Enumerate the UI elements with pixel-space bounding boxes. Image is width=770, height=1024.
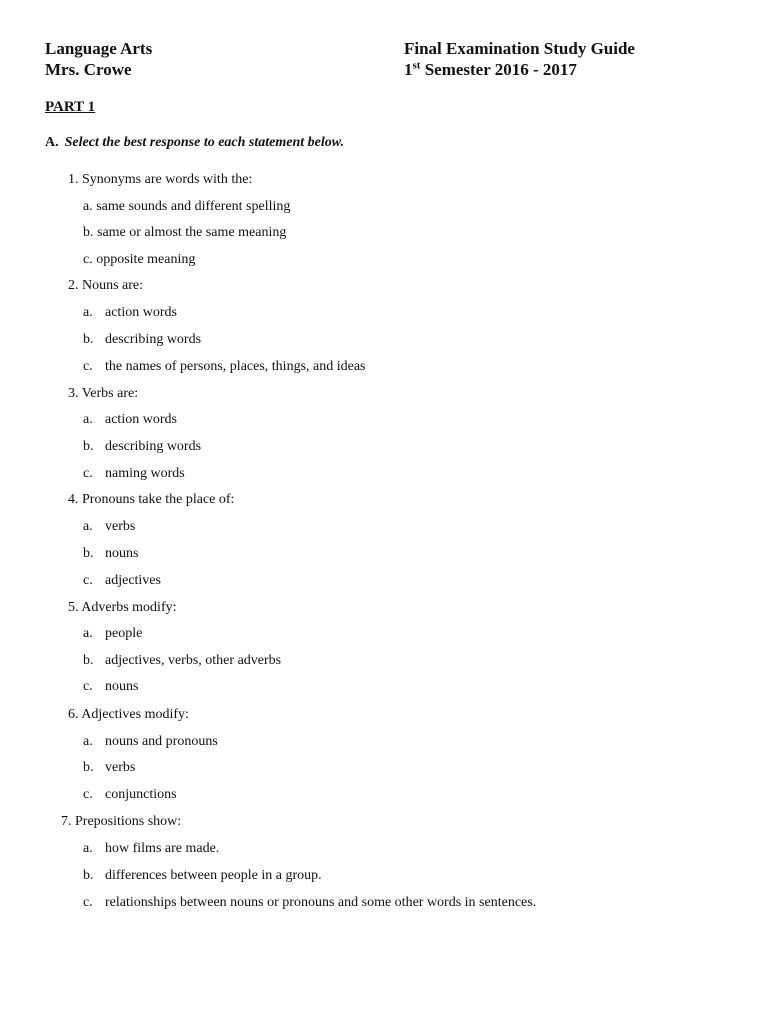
option-text: differences between people in a group. (105, 868, 322, 883)
semester-suffix: st (412, 59, 421, 72)
subject-heading: Language Arts (45, 39, 153, 58)
question-2: 2. Nouns are: (68, 278, 144, 293)
question-5-option-b (83, 653, 281, 669)
option-label: a. (83, 519, 93, 534)
option-text: adjectives (105, 573, 161, 588)
option-text: naming words (105, 466, 185, 481)
question-5-option-a (83, 626, 142, 642)
option-label: c. (83, 679, 93, 694)
option-text: nouns (105, 679, 139, 694)
option-label: a. (83, 305, 93, 320)
section-letter: A. (45, 135, 59, 150)
option-text: opposite meaning (96, 252, 196, 267)
option-label: a. (83, 626, 93, 641)
option-text: people (105, 626, 143, 641)
section-instruction: Select the best response to each statement below. (64, 135, 345, 150)
semester-ordinal: 1 (404, 60, 413, 79)
option-text: verbs (105, 760, 136, 775)
option-text: nouns (105, 546, 139, 561)
option-label: b. (83, 653, 94, 668)
option-text: verbs (105, 519, 136, 534)
option-label: b. (83, 225, 94, 240)
option-text: how films are made. (105, 841, 220, 856)
option-text: adjectives, verbs, other adverbs (105, 653, 282, 668)
question-3: 3. Verbs are: (68, 386, 139, 401)
option-text: relationships between nouns or pronouns and some other words in sentences. (105, 895, 537, 910)
option-label: b. (83, 760, 94, 775)
question-7-option-b (83, 868, 322, 884)
option-text: describing words (105, 439, 202, 454)
question-1-option-c (83, 252, 195, 268)
option-label: a. (83, 412, 93, 427)
option-label: b. (83, 332, 94, 347)
option-text: same or almost the same meaning (97, 225, 287, 240)
question-5: 5. Adverbs modify: (68, 600, 177, 615)
option-label: c. (83, 573, 93, 588)
question-6-option-c (83, 787, 177, 803)
question-2-option-a (83, 305, 177, 321)
option-label: b. (83, 546, 94, 561)
question-7: 7. Prepositions show: (61, 814, 182, 829)
question-4-option-c (83, 573, 161, 589)
option-text: the names of persons, places, things, and ideas (105, 359, 366, 374)
header-left (45, 38, 152, 80)
question-7-option-a (83, 841, 219, 857)
question-5-option-c (83, 679, 138, 695)
option-label: a. (83, 734, 93, 749)
question-4: 4. Pronouns take the place of: (68, 492, 235, 507)
option-label: a. (83, 841, 93, 856)
question-6-option-b (83, 760, 135, 776)
question-3-option-b (83, 439, 201, 455)
semester-line (404, 59, 635, 80)
option-text: conjunctions (105, 787, 177, 802)
question-3-option-c (83, 466, 185, 482)
question-2-option-c (83, 359, 366, 375)
option-text: describing words (105, 332, 202, 347)
question-4-option-a (83, 519, 135, 535)
question-2-option-b (83, 332, 201, 348)
option-label: c. (83, 787, 93, 802)
document-title: Final Examination Study Guide (404, 39, 635, 58)
option-label: c. (83, 895, 93, 910)
option-text: action words (105, 305, 177, 320)
option-text: nouns and pronouns (105, 734, 218, 749)
option-label: c. (83, 466, 93, 481)
option-text: same sounds and different spelling (96, 199, 291, 214)
question-7-option-c (83, 895, 536, 911)
question-4-option-b (83, 546, 138, 562)
semester-rest: Semester 2016 - 2017 (420, 60, 577, 79)
option-label: b. (83, 439, 94, 454)
question-1-option-b (83, 225, 286, 241)
question-1-option-a (83, 199, 290, 215)
section-heading (45, 135, 344, 151)
question-6: 6. Adjectives modify: (68, 707, 189, 722)
option-label: c. (83, 252, 93, 267)
part-heading: PART 1 (45, 99, 96, 115)
option-label: a. (83, 199, 93, 214)
option-label: c. (83, 359, 93, 374)
question-1: 1. Synonyms are words with the: (68, 172, 253, 187)
header-right (404, 38, 635, 80)
teacher-name: Mrs. Crowe (45, 60, 132, 79)
option-label: b. (83, 868, 94, 883)
option-text: action words (105, 412, 177, 427)
question-6-option-a (83, 734, 218, 750)
question-3-option-a (83, 412, 177, 428)
